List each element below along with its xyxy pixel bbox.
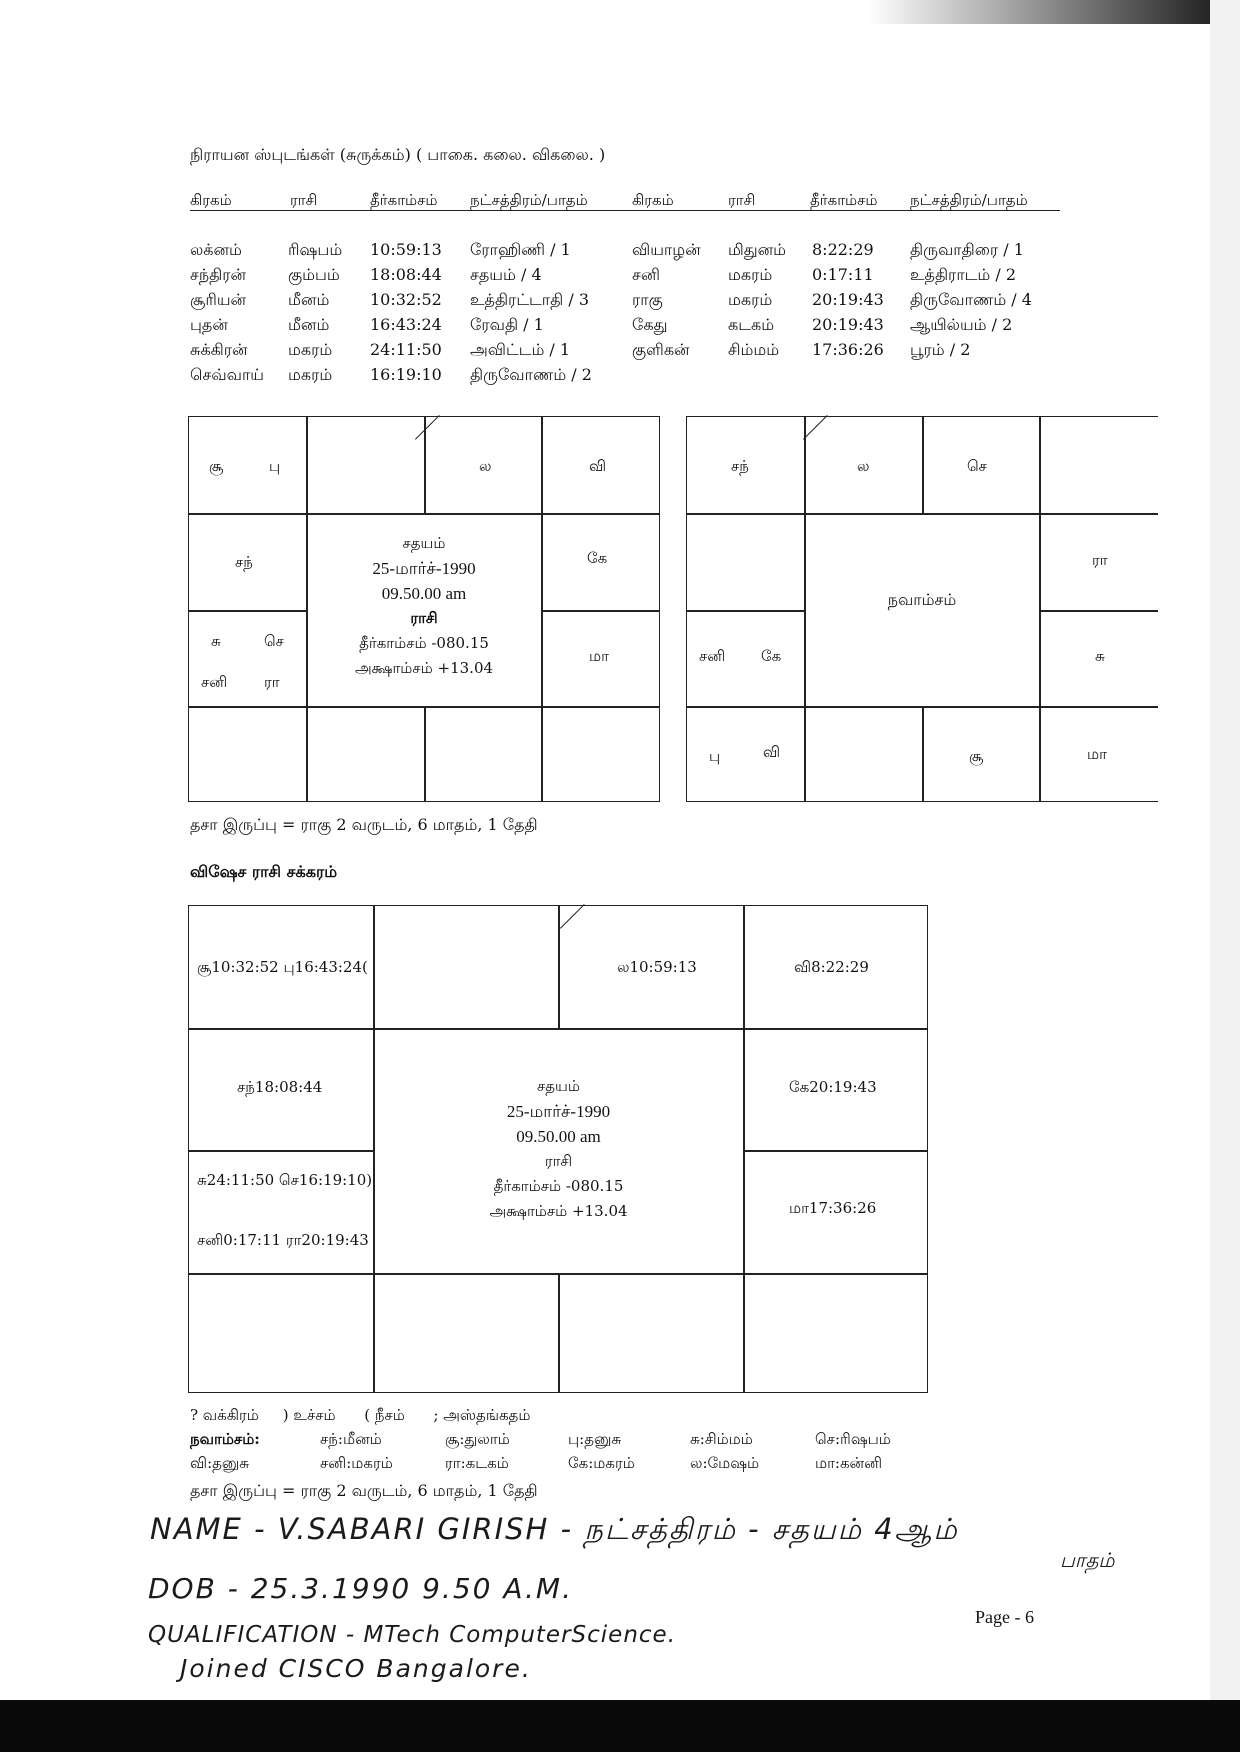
handwritten-dob: DOB - 25.3.1990 9.50 A.M. [148, 1572, 573, 1605]
vis-c8: கே20:19:43 [789, 1078, 877, 1096]
rasi-center: சதயம் 25-மார்ச்-1990 09.50.00 am ராசி தீர்காம்சம் -080.15 அக்ஷாம்சம் +13.04 [354, 534, 494, 677]
rasi-c1-b: பு [269, 457, 281, 475]
header-graha: கிரகம் [190, 191, 232, 209]
rasi-c5: சந் [235, 553, 253, 571]
nav-c8: ரா [1092, 551, 1108, 569]
vis-c5: சந்18:08:44 [237, 1078, 323, 1096]
vis-c12: மா17:36:26 [789, 1199, 877, 1217]
vis-c1: சூ10:32:52 பு16:43:24( [197, 958, 368, 976]
page-title: நிராயன ஸ்புடங்கள் (சுருக்கம்) ( பாகை. கலை. விகலை. ) [190, 145, 606, 164]
scan-shadow-bottom [0, 1700, 1240, 1752]
nav-c16: மா [1087, 745, 1107, 763]
rasi-c8: கே [587, 549, 608, 567]
legend: ? வக்கிரம் ) உச்சம் ( நீசம் ; அஸ்தங்கதம் [190, 1406, 531, 1424]
rasi-c4: வி [589, 457, 607, 475]
vis-c9-b: சனி0:17:11 ரா20:19:43 [197, 1231, 369, 1249]
header-graha-2: கிரகம் [632, 191, 674, 209]
nav-c13-b: வி [763, 743, 781, 761]
nav-c12: சு [1095, 647, 1105, 665]
rasi-c9-a2: செ [264, 632, 284, 650]
header-deg-2: தீர்காம்சம் [810, 191, 878, 209]
header-deg: தீர்காம்சம் [370, 191, 438, 209]
nav-c2: ல [857, 457, 870, 475]
rasi-c12: மா [589, 647, 609, 665]
scan-shadow-top [0, 0, 1240, 24]
handwritten-padam: பாதம் [1060, 1548, 1115, 1572]
header-rasi-2: ராசி [728, 191, 756, 209]
header-underline [190, 210, 1060, 211]
vis-c4: வி8:22:29 [794, 958, 869, 976]
dasa-line-2: தசா இருப்பு = ராகு 2 வருடம், 6 மாதம், 1 தேதி [190, 1481, 538, 1500]
rasi-c3: ல [479, 457, 492, 475]
nav-c9-a: சனி [699, 647, 726, 665]
vis-center: சதயம் 25-மார்ச்-1990 09.50.00 am ராசி தீர்காம்சம் -080.15 அக்ஷாம்சம் +13.04 [489, 1077, 628, 1220]
nav-center: நவாம்சம் [887, 590, 957, 609]
planet-table: லக்னம் ரிஷபம் 10:59:13 ரோஹிணி / 1 வியாழன் மிதுனம் 8:22:29 திருவாதிரை / 1 சந்திரன் கும்பம் 18:08:44 சதயம் / 4 சனி மகரம் 0:17:11 உத்திராடம் / 2 சூரியன் மீனம் 10:32:52 உத்திரட்டாதி / 3 ராகு மகரம் 20:19:43 திருவோணம் / 4 புதன் மீனம் 16:43:24 ரேவதி / 1 கேது கடகம் 20:19:43 ஆயில்யம் / 2 சுக்கிரன் மகரம் 24:11:50 அவிட்டம் / 1 குளிகன் சிம்மம் 17:36:26 பூரம் / 2 செவ்வாய் மகரம் 16:19:10 திருவோணம் / 2 [190, 240, 1032, 384]
rasi-c9-b1: சனி [201, 673, 228, 691]
dasa-line: தசா இருப்பு = ராகு 2 வருடம், 6 மாதம், 1 தேதி [190, 815, 538, 834]
navamsa-list: நவாம்சம்: சந்:மீனம் சூ:துலாம் பு:தனுசு சு:சிம்மம் செ:ரிஷபம் வி:தனுசு சனி:மகரம் ரா:கடகம் கே:மகரம் ல:மேஷம் மா:கன்னி [190, 1430, 891, 1472]
vis-c3: ல10:59:13 [617, 958, 697, 976]
scan-edge-right [1210, 0, 1240, 1752]
rasi-c9-b2: ரா [264, 673, 280, 691]
rasi-chart [188, 416, 660, 802]
nav-c13-a: பு [709, 747, 721, 765]
header-star: நட்சத்திரம்/பாதம் [470, 191, 588, 209]
vis-c9-a: சு24:11:50 செ16:19:10) [197, 1171, 373, 1189]
header-star-2: நட்சத்திரம்/பாதம் [910, 191, 1028, 209]
handwritten-qualification: QUALIFICATION - MTech ComputerScience. [148, 1622, 677, 1648]
page-number: Page - 6 [975, 1607, 1034, 1627]
nav-c15: சூ [969, 747, 984, 765]
nav-c1: சந் [731, 457, 749, 475]
rasi-c9-a1: சு [211, 632, 221, 650]
handwritten-joined: Joined CISCO Bangalore. [180, 1654, 532, 1683]
nav-c3: செ [967, 457, 987, 475]
visesha-title: விஷேச ராசி சக்கரம் [190, 862, 338, 881]
nav-c9-b: கே [761, 647, 782, 665]
handwritten-name: NAME - V.SABARI GIRISH - நட்சத்திரம் - சதயம் 4ஆம் [150, 1512, 959, 1546]
navamsa-chart [686, 416, 1158, 802]
visesha-chart [188, 905, 928, 1393]
rasi-c1-a: சூ [209, 457, 224, 475]
header-rasi: ராசி [290, 191, 318, 209]
